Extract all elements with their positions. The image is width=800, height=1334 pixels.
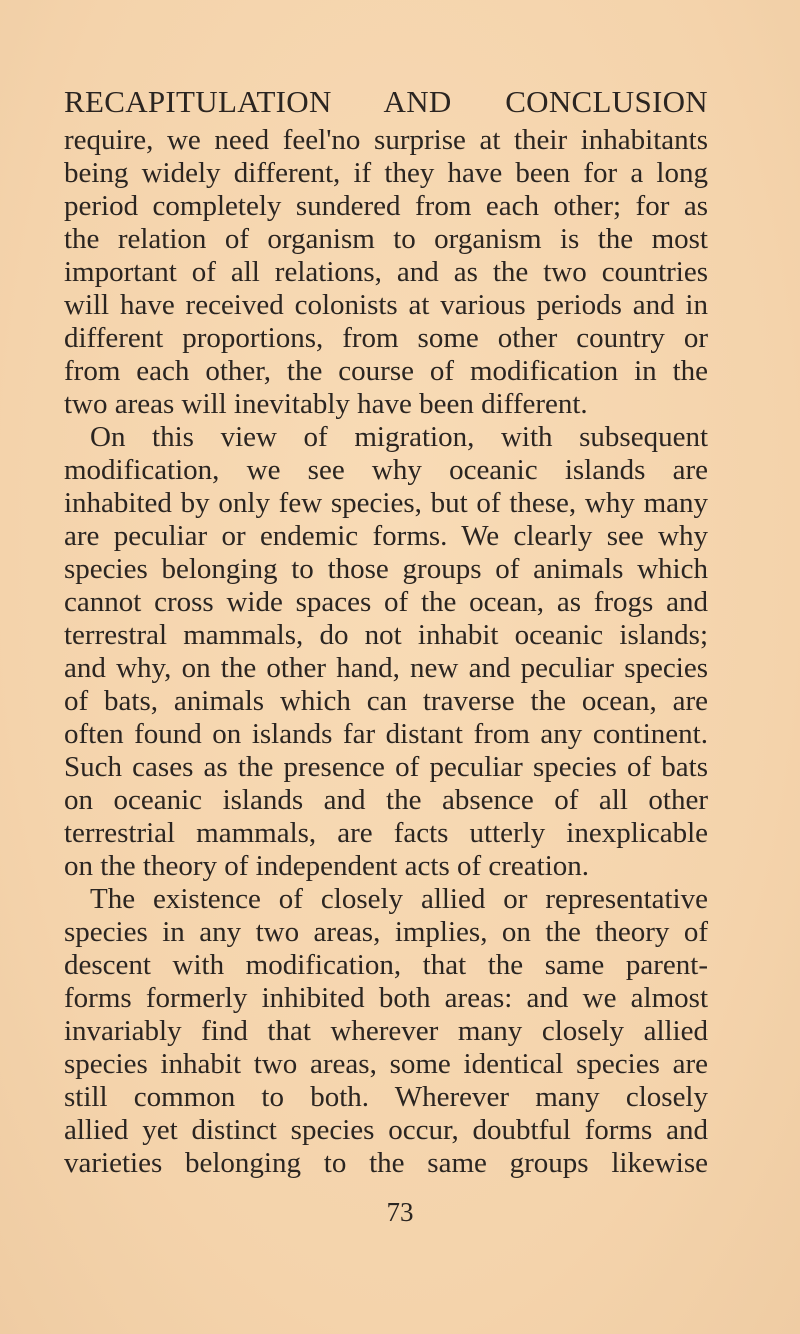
text-line: modification, we see why oceanic islands are xyxy=(64,454,708,486)
text-line: of bats, animals which can traverse the ocean, are xyxy=(64,685,708,717)
text-line: terrestral mammals, do not inhabit oceanic islands; xyxy=(64,619,708,651)
text-line: important of all relations, and as the two countries xyxy=(64,256,708,288)
text-line: different proportions, from some other country or xyxy=(64,322,708,354)
text-line: inhabited by only few species, but of these, why many xyxy=(64,487,708,519)
running-header: RECAPITULATION AND CONCLUSION xyxy=(64,84,708,119)
text-line: cannot cross wide spaces of the ocean, as frogs and xyxy=(64,586,708,618)
text-line: period completely sundered from each other; for as xyxy=(64,190,708,222)
text-line: invariably find that wherever many closely allied xyxy=(64,1015,708,1047)
text-line: Such cases as the presence of peculiar species of bats xyxy=(64,751,708,783)
text-line: still common to both. Wherever many closely xyxy=(64,1081,708,1113)
page-number: 73 xyxy=(386,1197,414,1227)
text-line: terrestrial mammals, are facts utterly inexplicable xyxy=(64,817,708,849)
text-line: The existence of closely allied or representative xyxy=(90,883,708,915)
text-line: require, we need feel'no surprise at their inhabitants xyxy=(64,124,708,156)
text-line: species in any two areas, implies, on the theory of xyxy=(64,916,708,948)
text-line: varieties belonging to the same groups likewise xyxy=(64,1147,708,1179)
text-line: on oceanic islands and the absence of all other xyxy=(64,784,708,816)
text-line: and why, on the other hand, new and peculiar species xyxy=(64,652,708,684)
text-line: from each other, the course of modification in the xyxy=(64,355,708,387)
text-line: the relation of organism to organism is the most xyxy=(64,223,708,255)
text-line: often found on islands far distant from any continent. xyxy=(64,718,708,750)
text-line: being widely different, if they have been for a long xyxy=(64,157,708,189)
text-line: On this view of migration, with subsequent xyxy=(90,421,708,453)
text-line: allied yet distinct species occur, doubtful forms and xyxy=(64,1114,708,1146)
body-text xyxy=(64,124,708,1180)
text-line: will have received colonists at various periods and in xyxy=(64,289,708,321)
text-line: are peculiar or endemic forms. We clearly see why xyxy=(64,520,708,552)
text-line: two areas will inevitably have been different. xyxy=(64,388,588,420)
text-line: on the theory of independent acts of creation. xyxy=(64,850,590,882)
text-line: species inhabit two areas, some identical species are xyxy=(64,1048,708,1080)
text-line: species belonging to those groups of animals which xyxy=(64,553,708,585)
text-line: forms formerly inhibited both areas: and we almost xyxy=(64,982,708,1014)
text-line: descent with modification, that the same parent- xyxy=(64,949,708,981)
